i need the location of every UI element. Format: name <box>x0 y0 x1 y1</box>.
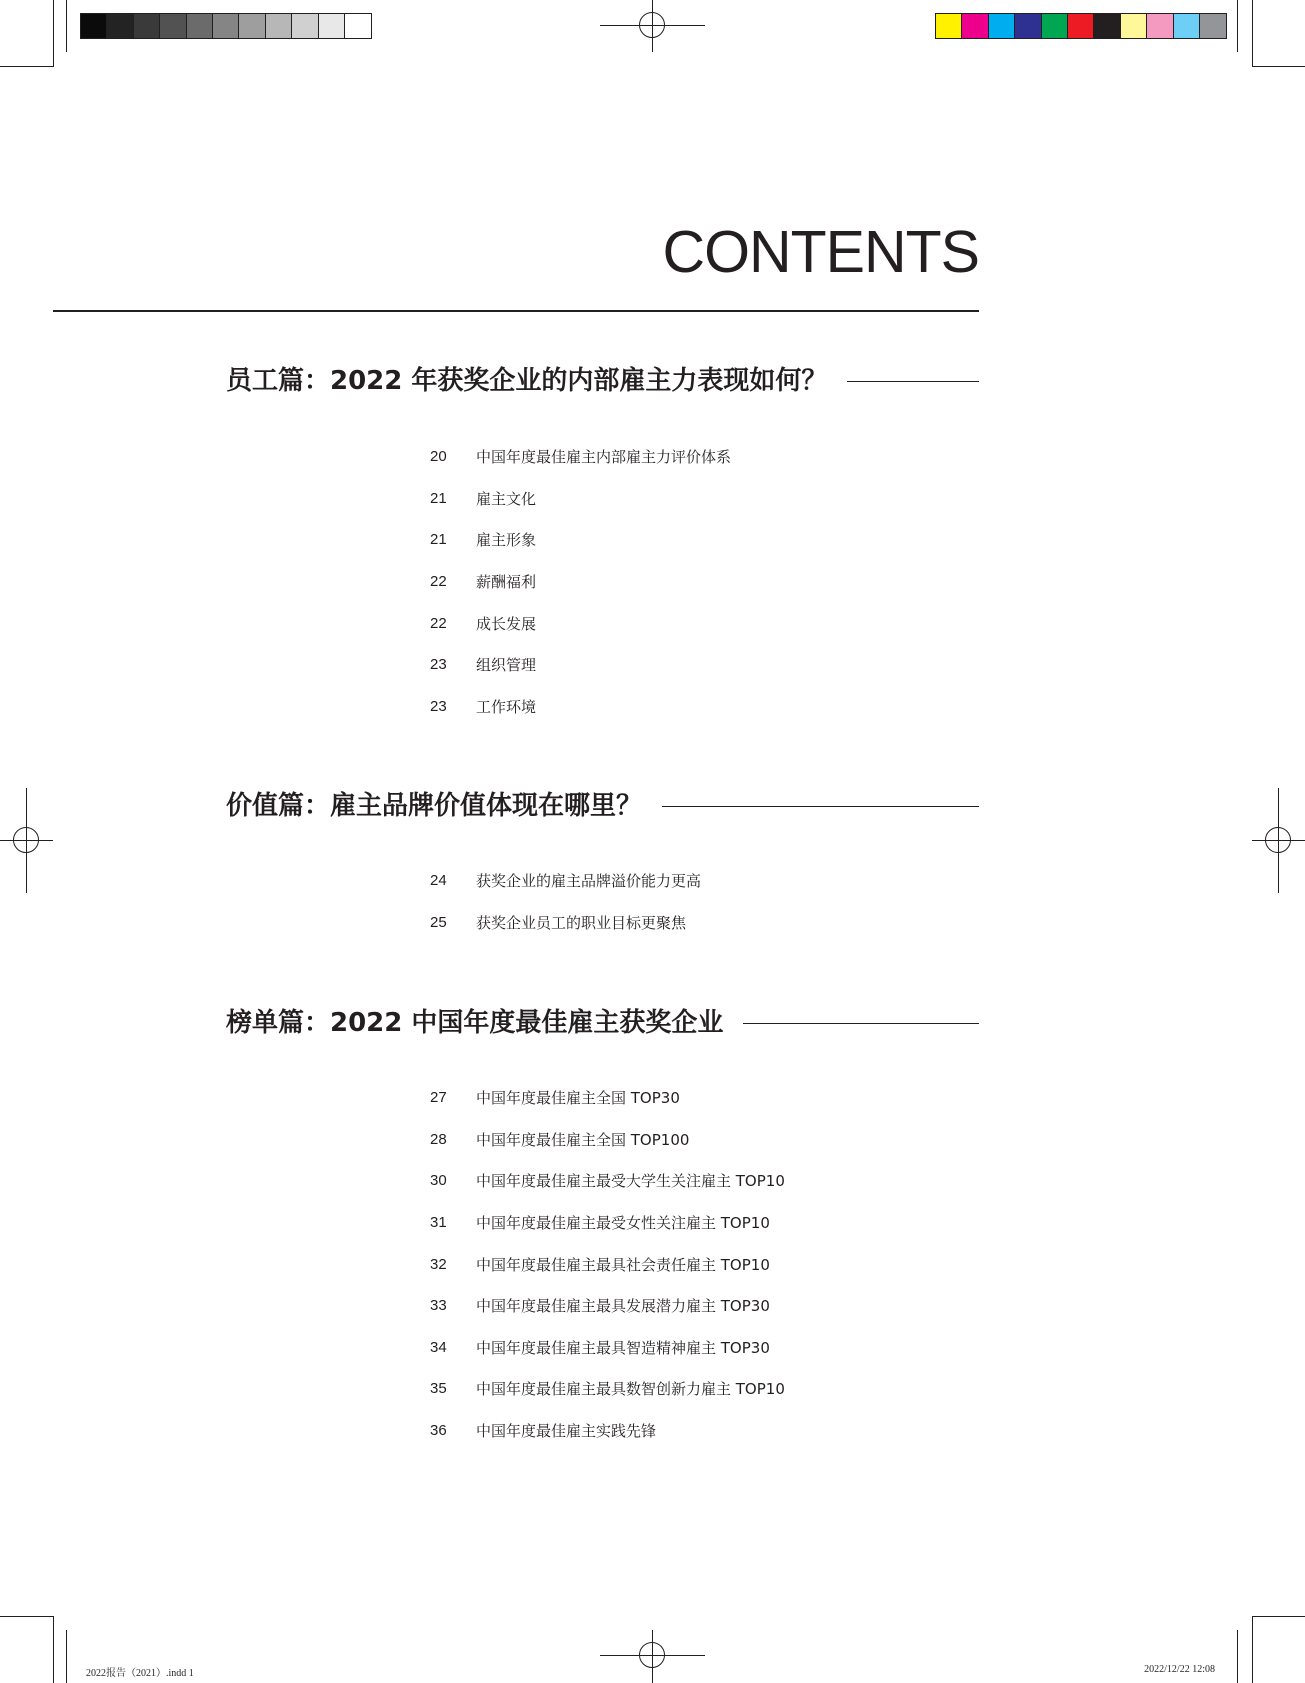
toc-entry[interactable] <box>430 1285 785 1327</box>
print-timestamp: 2022/12/22 12:08 <box>1144 1664 1215 1675</box>
section-heading-rankings <box>226 1010 979 1036</box>
gray-swatch-6 <box>239 14 265 38</box>
section-rule <box>662 806 979 807</box>
toc-entry[interactable] <box>430 561 731 603</box>
color-swatch-10 <box>1200 14 1226 38</box>
section-title: 价值篇：雇主品牌价值体现在哪里？ <box>226 791 643 821</box>
toc-page-number: 22 <box>430 614 447 632</box>
toc-page-number: 34 <box>430 1338 447 1356</box>
page-title: CONTENTS <box>662 219 979 285</box>
gray-swatch-10 <box>345 14 371 38</box>
toc-entry[interactable] <box>430 602 731 644</box>
toc-entry-title: 获奖企业的雇主品牌溢价能力更高 <box>476 872 702 891</box>
toc-entry-title: 雇主文化 <box>476 489 537 508</box>
toc-page-number: 35 <box>430 1380 447 1398</box>
file-slug: 2022报告（2021）.indd 1 <box>86 1668 194 1679</box>
color-swatch-0 <box>936 14 962 38</box>
toc-entry[interactable] <box>430 1327 785 1369</box>
color-swatch-9 <box>1174 14 1200 38</box>
toc-entry-title: 中国年度最佳雇主实践先锋 <box>476 1422 657 1441</box>
color-swatch-3 <box>1015 14 1041 38</box>
toc-entry-title: 中国年度最佳雇主最受大学生关注雇主 TOP10 <box>476 1172 785 1191</box>
toc-entry-title: 中国年度最佳雇主全国 TOP100 <box>476 1130 690 1149</box>
section-title: 员工篇：2022 年获奖企业的内部雇主力表现如何？ <box>226 366 828 396</box>
toc-page-number: 20 <box>430 448 447 466</box>
toc-entry[interactable] <box>430 1368 785 1410</box>
gray-swatch-7 <box>266 14 292 38</box>
toc-entry[interactable] <box>430 1243 785 1285</box>
toc-page-number: 33 <box>430 1297 447 1315</box>
color-swatch-4 <box>1042 14 1068 38</box>
toc-entry[interactable] <box>430 1202 785 1244</box>
gray-swatch-3 <box>160 14 186 38</box>
toc-entry[interactable] <box>430 478 731 520</box>
toc-page-number: 28 <box>430 1130 447 1148</box>
toc-page-number: 30 <box>430 1172 447 1190</box>
toc-entry-title: 雇主形象 <box>476 531 537 550</box>
toc-entry-title: 中国年度最佳雇主最具发展潜力雇主 TOP30 <box>476 1297 770 1316</box>
toc-entry[interactable] <box>430 686 731 728</box>
section-rule <box>847 381 979 382</box>
toc-entry-title: 中国年度最佳雇主最具智造精神雇主 TOP30 <box>476 1338 770 1357</box>
toc-entry[interactable] <box>430 436 731 478</box>
toc-entry[interactable] <box>430 1119 785 1161</box>
color-swatch-6 <box>1094 14 1120 38</box>
gray-swatch-0 <box>81 14 107 38</box>
toc-entry-title: 工作环境 <box>476 697 537 716</box>
toc-list-employee <box>430 436 731 727</box>
title-divider <box>53 310 979 312</box>
toc-page-number: 23 <box>430 697 447 715</box>
toc-entry-title: 薪酬福利 <box>476 573 537 592</box>
toc-entry[interactable] <box>430 860 701 902</box>
toc-page-number: 31 <box>430 1214 447 1232</box>
toc-page-number: 21 <box>430 489 447 507</box>
toc-list-rankings <box>430 1077 785 1451</box>
section-heading-employee <box>226 368 979 394</box>
toc-entry-title: 中国年度最佳雇主最受女性关注雇主 TOP10 <box>476 1214 770 1233</box>
toc-entry[interactable] <box>430 1077 785 1119</box>
toc-entry-title: 中国年度最佳雇主内部雇主力评价体系 <box>476 448 732 467</box>
gray-swatch-5 <box>213 14 239 38</box>
toc-page-number: 25 <box>430 913 447 931</box>
toc-page-number: 21 <box>430 531 447 549</box>
toc-page-number: 32 <box>430 1255 447 1273</box>
toc-page-number: 24 <box>430 872 447 890</box>
toc-page-number: 36 <box>430 1422 447 1440</box>
gray-swatch-4 <box>187 14 213 38</box>
toc-entry[interactable] <box>430 519 731 561</box>
toc-entry-title: 中国年度最佳雇主全国 TOP30 <box>476 1089 680 1108</box>
toc-entry-title: 中国年度最佳雇主最具数智创新力雇主 TOP10 <box>476 1380 785 1399</box>
color-swatch-8 <box>1147 14 1173 38</box>
color-swatch-7 <box>1121 14 1147 38</box>
toc-page-number: 22 <box>430 573 447 591</box>
toc-page-number: 27 <box>430 1089 447 1107</box>
section-title: 榜单篇：2022 中国年度最佳雇主获奖企业 <box>226 1008 724 1038</box>
toc-entry-title: 成长发展 <box>476 614 537 633</box>
toc-list-value <box>430 860 701 943</box>
gray-swatch-9 <box>319 14 345 38</box>
toc-entry[interactable] <box>430 902 701 944</box>
color-swatch-2 <box>989 14 1015 38</box>
section-rule <box>743 1023 979 1024</box>
toc-entry[interactable] <box>430 1160 785 1202</box>
toc-entry[interactable] <box>430 644 731 686</box>
color-swatch-1 <box>962 14 988 38</box>
toc-entry[interactable] <box>430 1410 785 1452</box>
toc-entry-title: 中国年度最佳雇主最具社会责任雇主 TOP10 <box>476 1255 770 1274</box>
toc-page-number: 23 <box>430 656 447 674</box>
toc-entry-title: 组织管理 <box>476 656 537 675</box>
gray-swatch-2 <box>134 14 160 38</box>
gray-swatch-1 <box>107 14 133 38</box>
gray-swatch-8 <box>292 14 318 38</box>
toc-entry-title: 获奖企业员工的职业目标更聚焦 <box>476 913 687 932</box>
process-color-bar <box>935 13 1227 39</box>
section-heading-value <box>226 793 979 819</box>
grayscale-color-bar <box>80 13 372 39</box>
color-swatch-5 <box>1068 14 1094 38</box>
